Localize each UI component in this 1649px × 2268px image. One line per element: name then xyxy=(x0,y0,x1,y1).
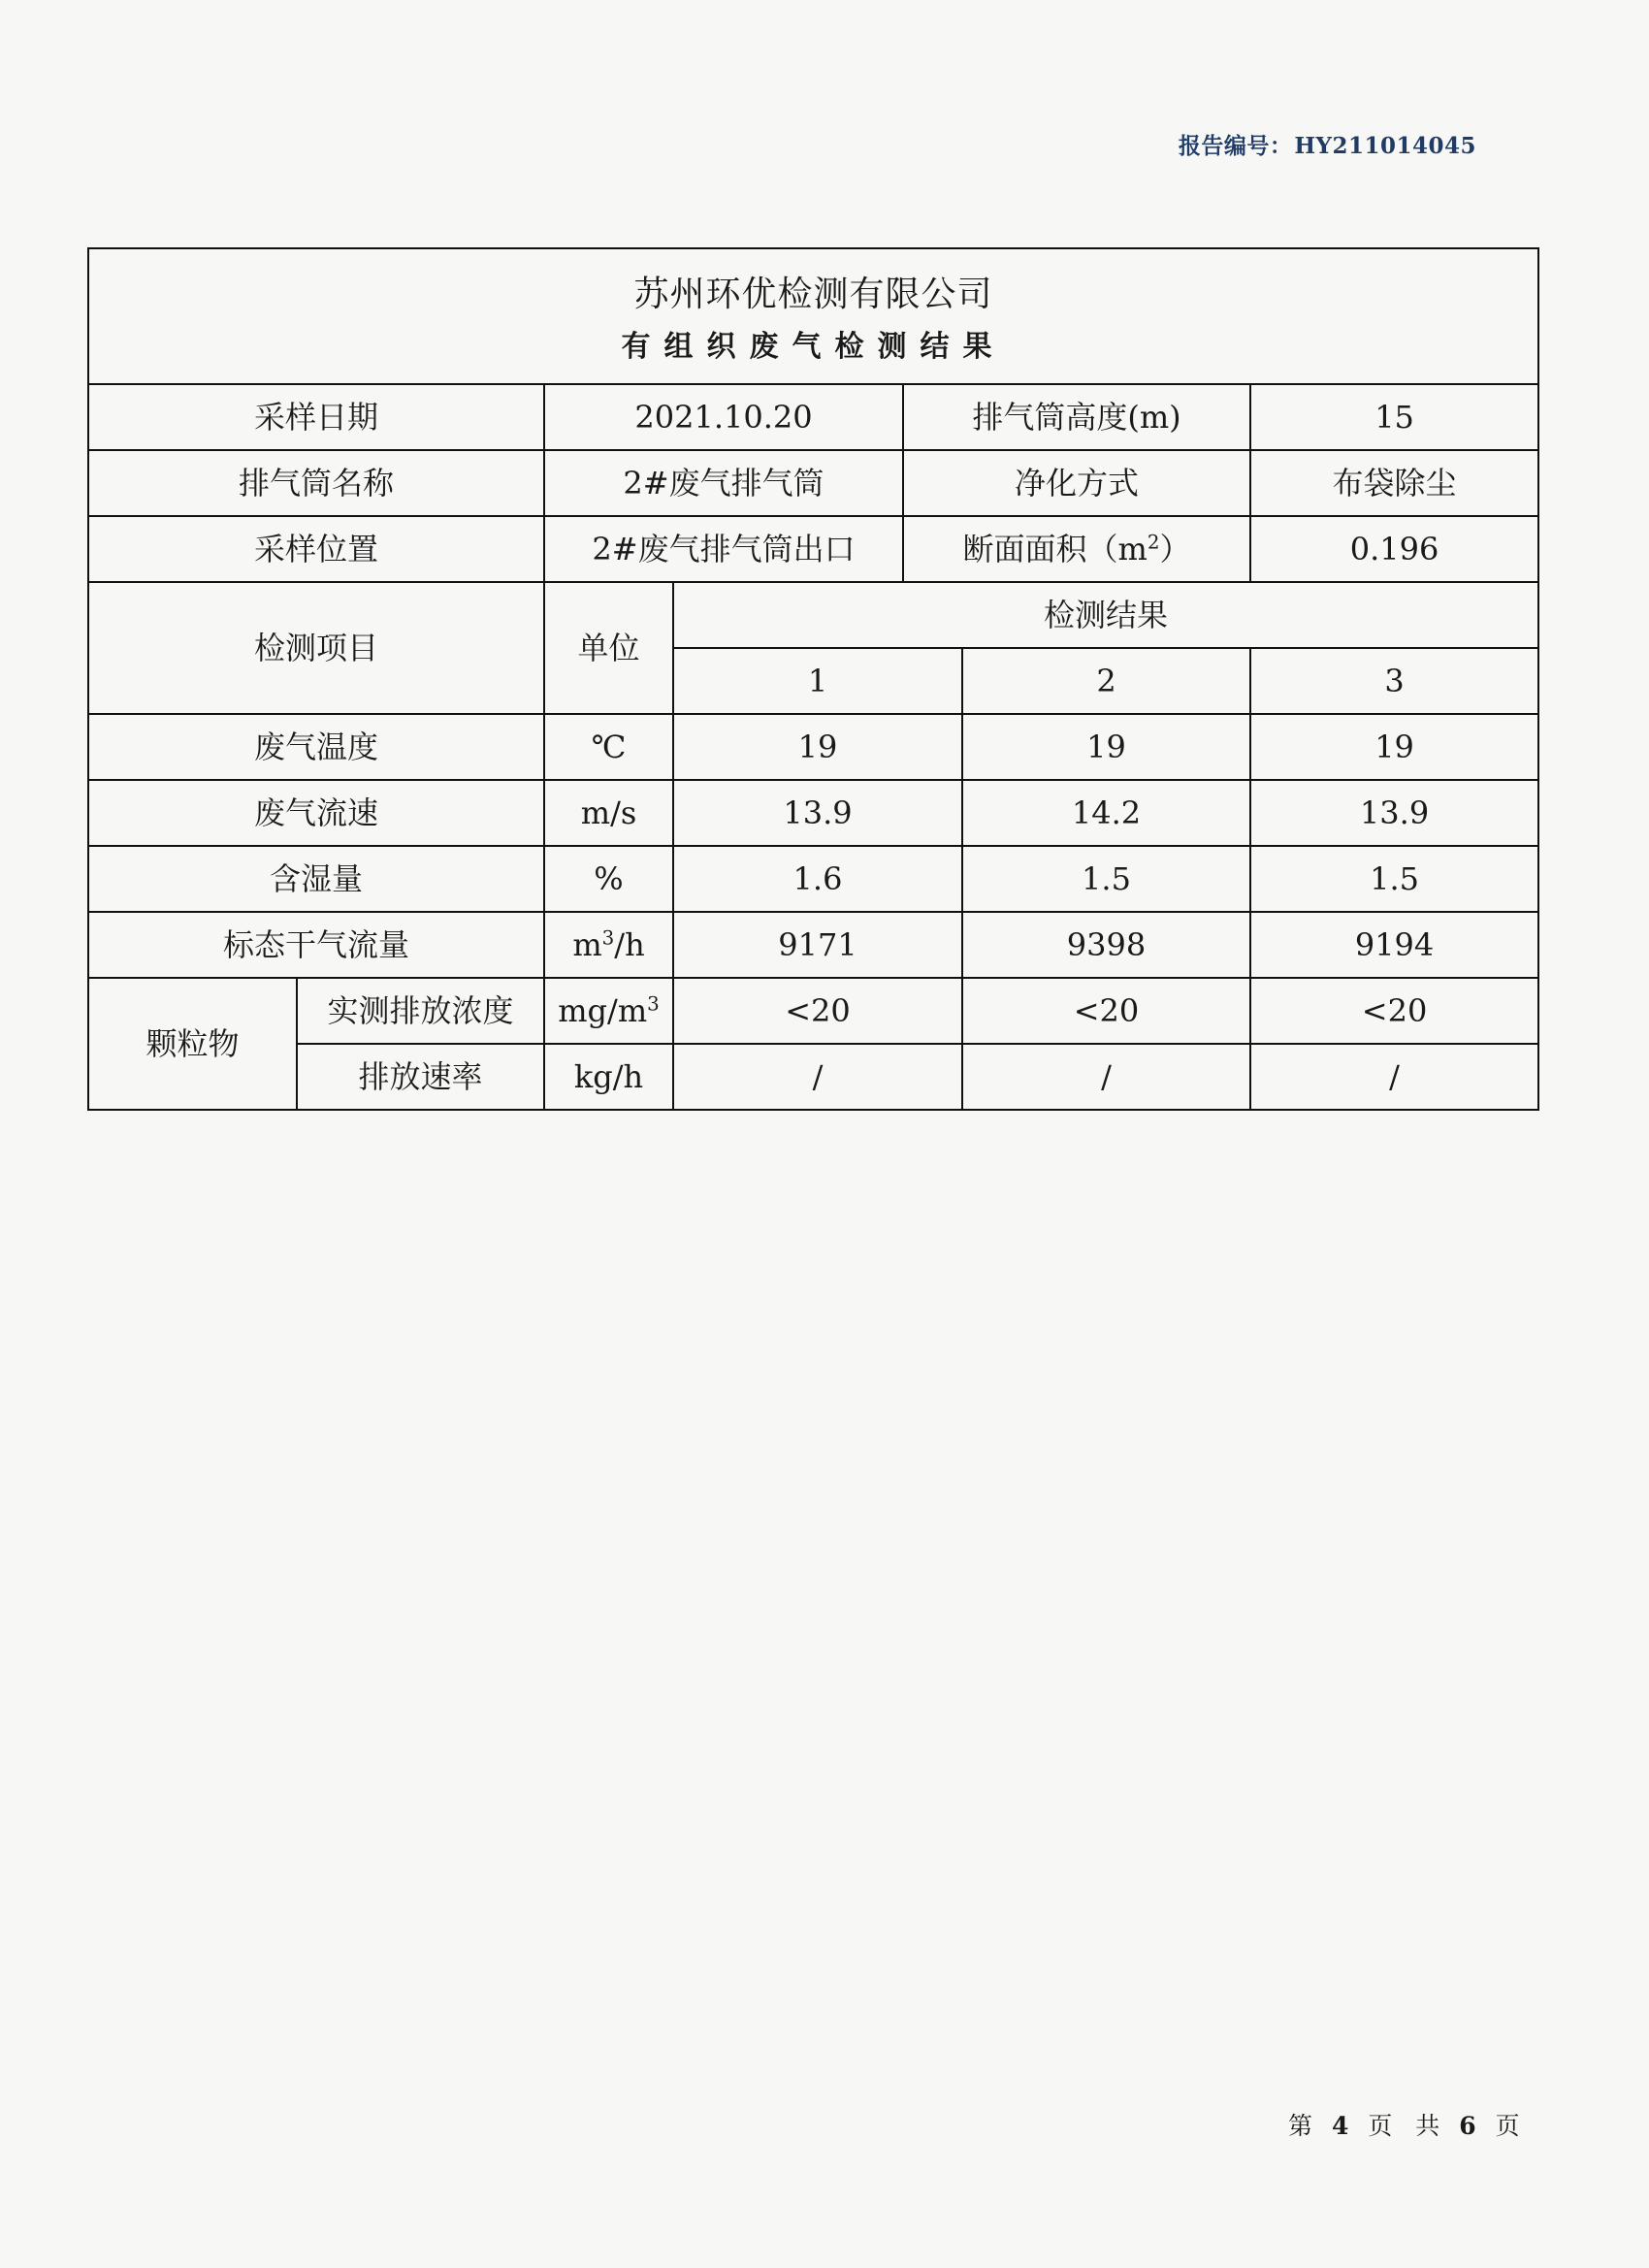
col-header-unit: 单位 xyxy=(544,582,673,714)
row-flow-unit-base: m xyxy=(572,925,602,963)
purification-label: 净化方式 xyxy=(903,450,1250,516)
col-header-run-2: 2 xyxy=(962,648,1250,714)
info-row-location xyxy=(88,516,1538,582)
table-row xyxy=(88,846,1538,912)
section-area-text: 断面面积（m xyxy=(962,530,1148,567)
row-moisture-v2: 1.5 xyxy=(962,846,1250,912)
sampling-date-value: 2021.10.20 xyxy=(544,384,903,450)
header-row xyxy=(88,248,1538,384)
footer-prefix: 第 xyxy=(1288,2112,1314,2140)
row-particulate-conc-unit xyxy=(544,978,673,1044)
col-header-results: 检测结果 xyxy=(673,582,1538,648)
col-header-item: 检测项目 xyxy=(88,582,544,714)
row-temp-v2: 19 xyxy=(962,714,1250,780)
row-particulate-rate-name: 排放速率 xyxy=(297,1044,544,1110)
row-flow-v2: 9398 xyxy=(962,912,1250,978)
row-flow-unit-sup: 3 xyxy=(601,926,615,950)
info-row-date xyxy=(88,384,1538,450)
purification-value: 布袋除尘 xyxy=(1250,450,1538,516)
sampling-date-label: 采样日期 xyxy=(88,384,544,450)
row-moisture-unit: % xyxy=(544,846,673,912)
row-temp-v1: 19 xyxy=(673,714,962,780)
row-flow-v1: 9171 xyxy=(673,912,962,978)
stack-height-label: 排气筒高度(m) xyxy=(903,384,1250,450)
row-particulate-conc-unit-sup: 3 xyxy=(647,992,660,1016)
footer-page-number: 4 xyxy=(1331,2112,1350,2140)
sampling-location-value: 2#废气排气筒出口 xyxy=(544,516,903,582)
table-row xyxy=(88,714,1538,780)
row-particulate-conc-v1: <20 xyxy=(673,978,962,1044)
table-row xyxy=(88,780,1538,846)
row-velocity-unit: m/s xyxy=(544,780,673,846)
row-velocity-v3: 13.9 xyxy=(1250,780,1538,846)
info-row-name xyxy=(88,450,1538,516)
section-area-label xyxy=(903,516,1250,582)
stack-height-value: 15 xyxy=(1250,384,1538,450)
col-header-run-3: 3 xyxy=(1250,648,1538,714)
section-area-value: 0.196 xyxy=(1250,516,1538,582)
report-number xyxy=(1179,128,1476,160)
table-row xyxy=(88,978,1538,1044)
footer-total-prefix: 共 xyxy=(1415,2112,1441,2140)
header-cell xyxy=(88,248,1538,384)
row-velocity-v2: 14.2 xyxy=(962,780,1250,846)
table-row xyxy=(88,912,1538,978)
row-flow-v3: 9194 xyxy=(1250,912,1538,978)
row-particulate-group: 颗粒物 xyxy=(88,978,297,1110)
row-temp-unit: ℃ xyxy=(544,714,673,780)
row-temp-v3: 19 xyxy=(1250,714,1538,780)
row-particulate-rate-v3: / xyxy=(1250,1044,1538,1110)
footer-suffix: 页 xyxy=(1495,2112,1521,2140)
row-particulate-rate-v2: / xyxy=(962,1044,1250,1110)
report-number-value: HY211014045 xyxy=(1294,133,1476,159)
row-particulate-rate-v1: / xyxy=(673,1044,962,1110)
sampling-location-label: 采样位置 xyxy=(88,516,544,582)
section-area-close: ） xyxy=(1159,530,1191,567)
company-name: 苏州环优检测有限公司 xyxy=(633,275,993,315)
results-table xyxy=(87,247,1539,1111)
stack-name-label: 排气筒名称 xyxy=(88,450,544,516)
row-particulate-conc-name: 实测排放浓度 xyxy=(297,978,544,1044)
row-particulate-conc-unit-base: mg/m xyxy=(558,991,648,1029)
row-velocity-name: 废气流速 xyxy=(88,780,544,846)
row-velocity-v1: 13.9 xyxy=(673,780,962,846)
table-row xyxy=(88,1044,1538,1110)
row-temp-name: 废气温度 xyxy=(88,714,544,780)
stack-name-value: 2#废气排气筒 xyxy=(544,450,903,516)
row-particulate-conc-v2: <20 xyxy=(962,978,1250,1044)
report-title: 有组织废气检测结果 xyxy=(621,329,1006,364)
page-footer xyxy=(1288,2107,1521,2142)
footer-mid: 页 xyxy=(1368,2112,1394,2140)
row-flow-unit-tail: /h xyxy=(614,925,645,963)
row-moisture-v3: 1.5 xyxy=(1250,846,1538,912)
row-particulate-rate-unit: kg/h xyxy=(544,1044,673,1110)
row-moisture-name: 含湿量 xyxy=(88,846,544,912)
row-moisture-v1: 1.6 xyxy=(673,846,962,912)
col-header-run-1: 1 xyxy=(673,648,962,714)
row-flow-unit xyxy=(544,912,673,978)
row-particulate-conc-v3: <20 xyxy=(1250,978,1538,1044)
row-flow-name: 标态干气流量 xyxy=(88,912,544,978)
section-area-sup: 2 xyxy=(1147,531,1160,554)
footer-total-pages: 6 xyxy=(1459,2112,1477,2140)
column-header-row-1 xyxy=(88,582,1538,648)
report-number-label: 报告编号： xyxy=(1178,133,1293,159)
